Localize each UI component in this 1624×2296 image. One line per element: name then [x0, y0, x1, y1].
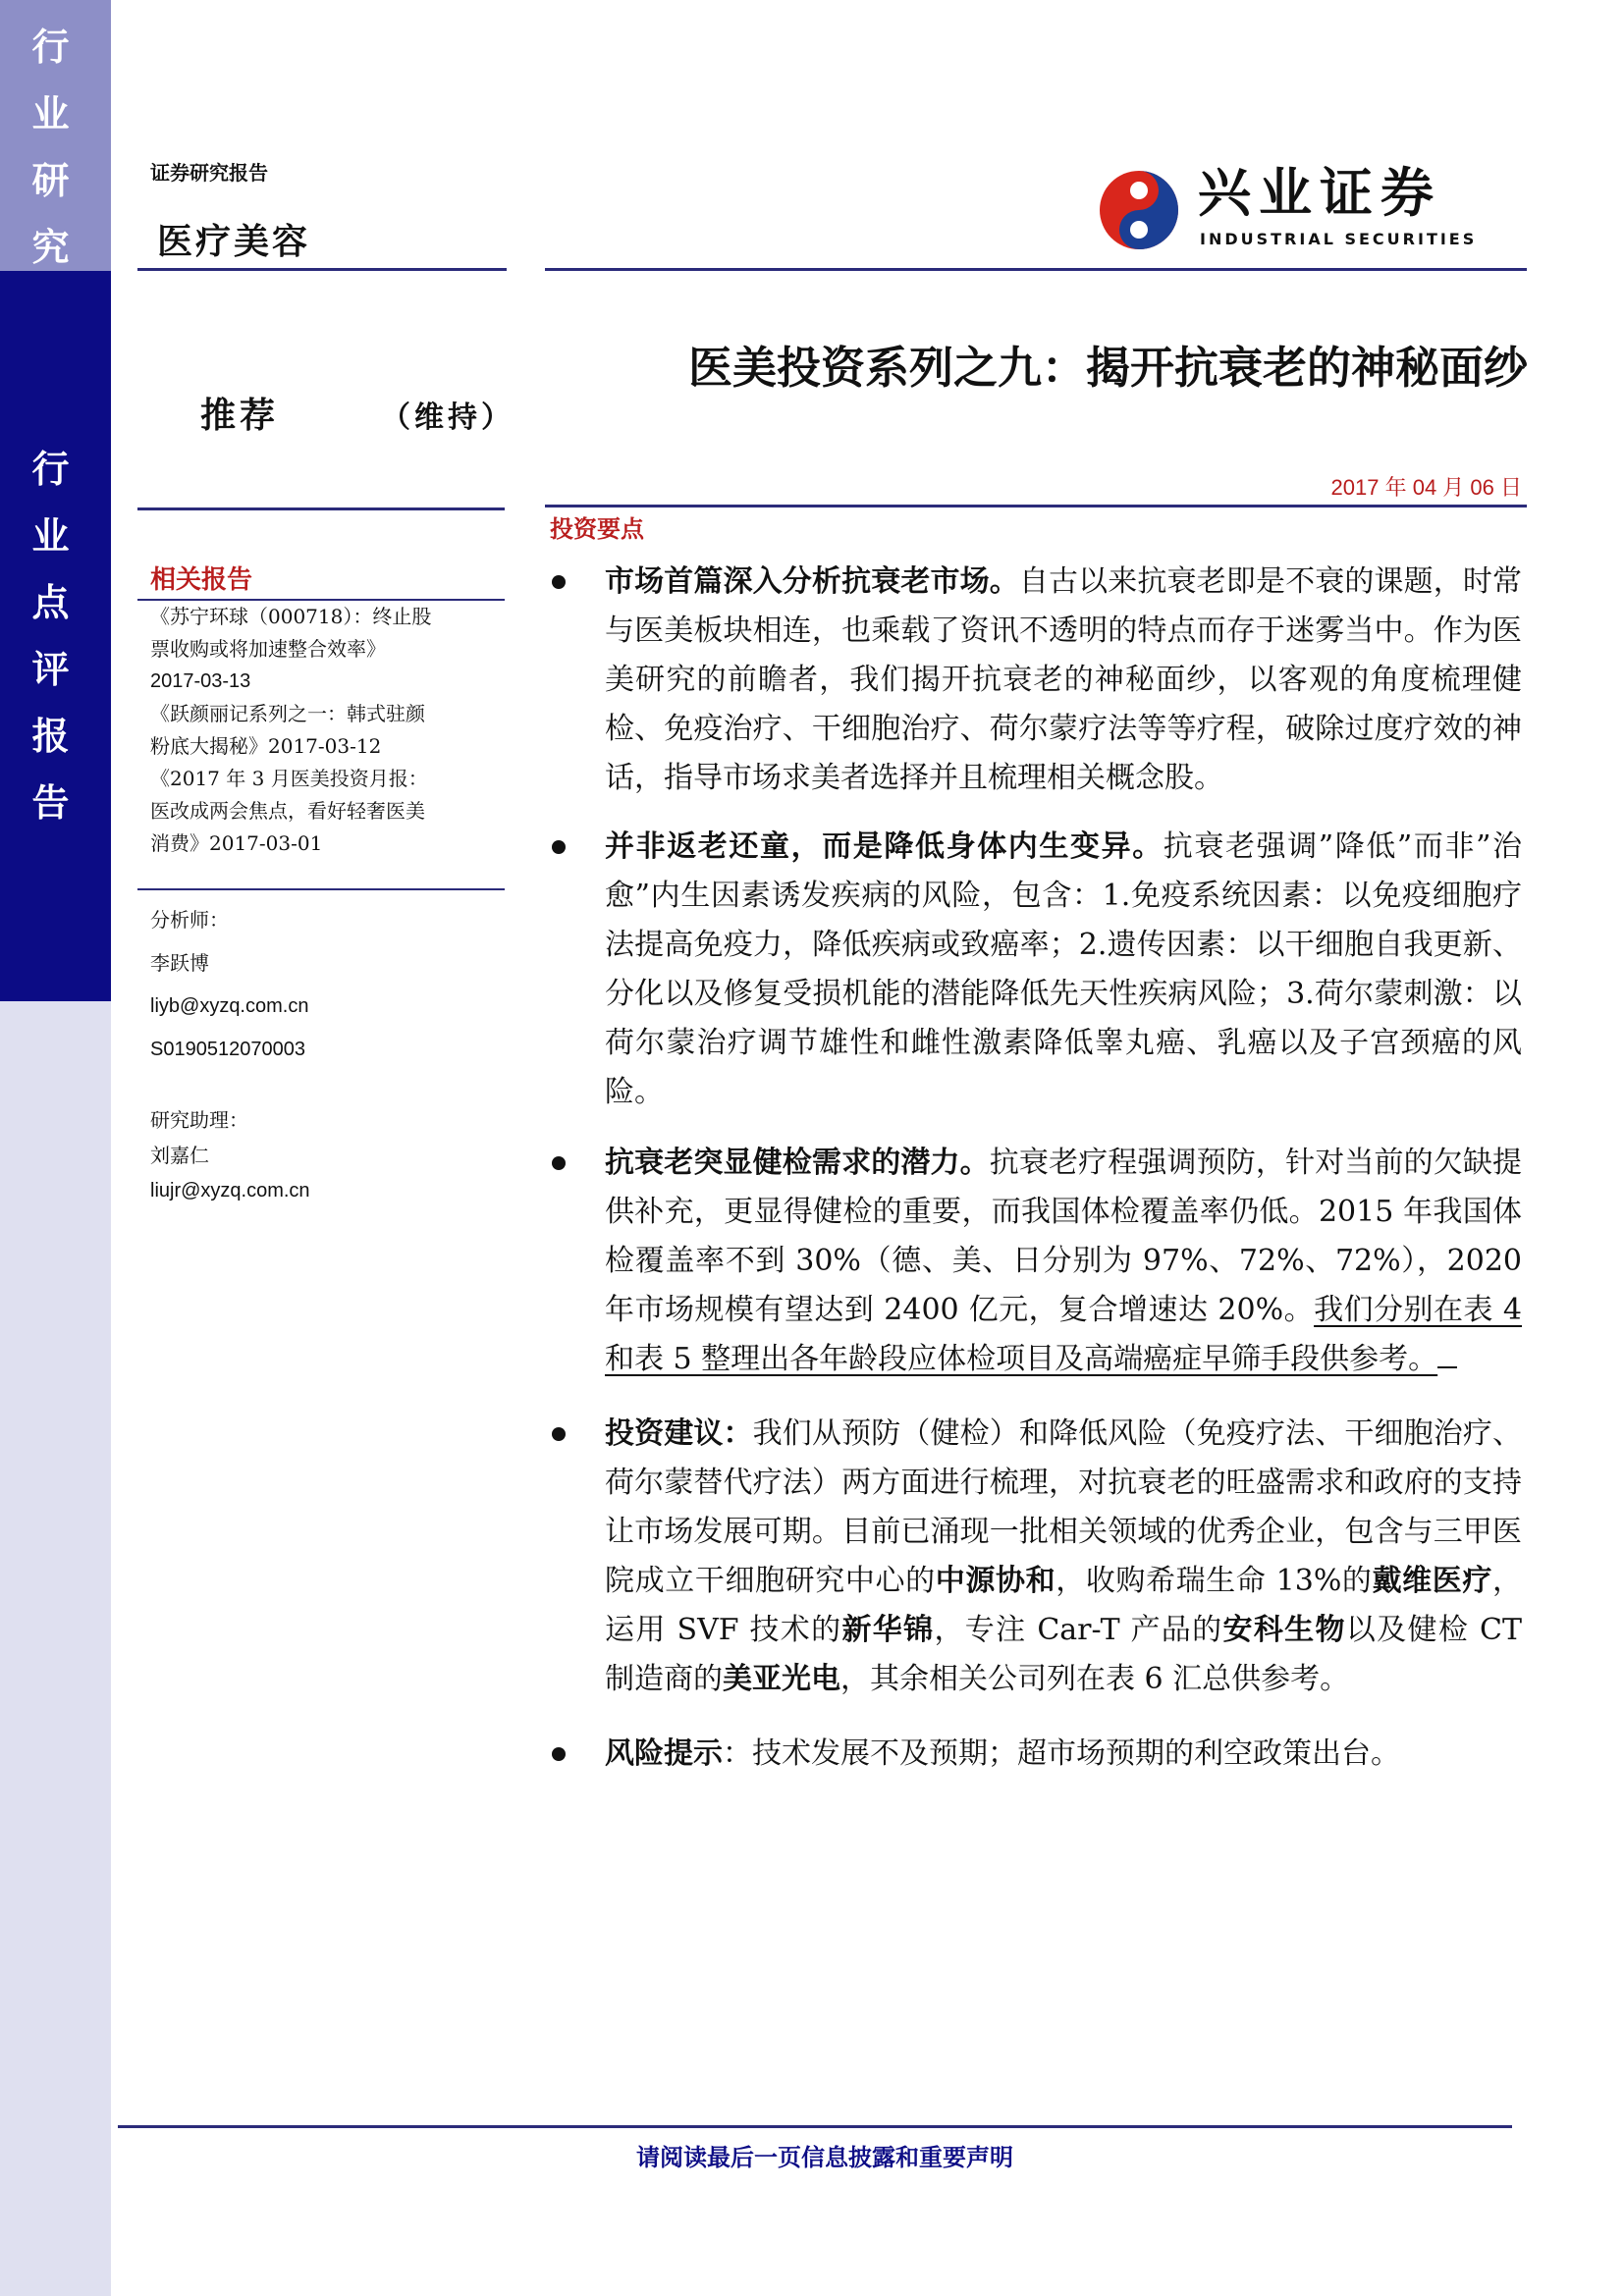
key-point-item — [546, 1730, 1522, 1779]
company-name: 新华锦 — [841, 1613, 935, 1647]
rating-note: （维持） — [381, 400, 514, 435]
side-char: 研 — [31, 159, 70, 202]
related-reports-list — [150, 601, 504, 860]
side-char: 行 — [31, 448, 70, 491]
logo-chinese-text: 兴业证券 — [1198, 162, 1441, 224]
key-point-reference-text: 我们分别在表 4 和表 5 整理出各年龄段应体检项目及高端癌症早筛手段供参考。 — [605, 1293, 1523, 1376]
company-name: 戴维医疗 — [1372, 1564, 1493, 1598]
assistant-name: 刘嘉仁 — [150, 1144, 209, 1167]
side-char: 评 — [31, 648, 70, 691]
report-date: 2017 年 04 月 06 日 — [1330, 475, 1522, 500]
bullet-icon — [552, 840, 566, 854]
header-divider-right — [545, 268, 1527, 271]
key-point-text: ：技术发展不及预期；超市场预期的利空政策出台。 — [723, 1736, 1400, 1771]
side-label-industry-comment — [0, 436, 101, 836]
analyst-name: 李跃博 — [150, 951, 209, 975]
report-title: 医美投资系列之九：揭开抗衰老的神秘面纱 — [687, 342, 1528, 394]
divider-right-2 — [545, 505, 1527, 507]
underline-end — [1437, 1353, 1457, 1368]
rating-label: 推荐 — [200, 395, 280, 436]
analyst-label: 分析师： — [150, 908, 229, 932]
header-divider-left — [137, 268, 507, 271]
key-point-text: ，收购希瑞生命 13%的 — [1056, 1564, 1373, 1598]
company-name: 中源协和 — [935, 1564, 1056, 1598]
key-point-item — [546, 823, 1522, 1117]
bullet-icon — [552, 575, 566, 589]
key-point-text: 抗衰老强调”降低”而非”治愈”内生因素诱发疾病的风险，包含：1.免疫系统因素：以免疫细胞疗法提高免疫力，降低疾病或致癌率；2.遗传因素：以干细胞自我更新、分化以及修复受损机能的潜能降低先天性疾病风险；3.荷尔蒙刺激：以荷尔蒙治疗调节雄性和雌性激素降低睾丸癌、乳癌以及子宫颈癌的风险。 — [605, 829, 1523, 1109]
related-report-line[interactable]: 票收购或将加速整合效率》 — [150, 637, 386, 661]
analyst-email[interactable]: liyb@xyzq.com.cn — [150, 995, 309, 1017]
assistant-label: 研究助理： — [150, 1108, 248, 1132]
related-report-line[interactable]: 《苏宁环球（000718）：终止股 — [150, 605, 432, 628]
key-point-heading: 抗衰老突显健检需求的潜力。 — [605, 1146, 990, 1180]
side-char: 业 — [31, 92, 70, 135]
side-char: 业 — [31, 514, 70, 558]
report-type: 证券研究报告 — [150, 161, 268, 185]
footer-divider — [118, 2125, 1512, 2128]
key-point-heading: 投资建议： — [605, 1416, 753, 1451]
industry-name: 医疗美容 — [157, 221, 311, 262]
analyst-license: S0190512070003 — [150, 1039, 305, 1060]
side-char: 究 — [31, 226, 70, 269]
logo-english-text: INDUSTRIAL SECURITIES — [1200, 230, 1478, 248]
related-report-line[interactable]: 消费》2017-03-01 — [150, 831, 323, 855]
analyst-info — [150, 898, 504, 1208]
key-point-text: ，其余相关公司列在表 6 汇总供参考。 — [840, 1662, 1350, 1696]
key-point-text: 我们从预防（健检）和降低风险（免疫疗法、干细胞治疗、荷尔蒙替代疗法）两方面进行梳理，对抗衰老的旺盛需求和政府的支持让市场发展可期。目前已涌现一批相关领域的优秀企业，包含与三甲医院成立干细胞研究中心的 — [605, 1416, 1523, 1598]
side-char: 点 — [31, 581, 70, 624]
key-point-heading: 市场首篇深入分析抗衰老市场。 — [605, 564, 1019, 599]
footer-disclaimer[interactable]: 请阅读最后一页信息披露和重要声明 — [636, 2143, 1013, 2171]
analyst-divider — [137, 888, 505, 890]
section-title-key-points: 投资要点 — [550, 514, 644, 543]
company-name: 美亚光电 — [723, 1662, 840, 1696]
side-char: 告 — [31, 781, 70, 825]
side-label-industry-research — [0, 14, 101, 281]
assistant-email[interactable]: liujr@xyzq.com.cn — [150, 1180, 310, 1201]
related-report-line[interactable]: 粉底大揭秘》2017-03-12 — [150, 734, 382, 758]
key-point-text: ，运用 SVF 技术的 — [605, 1564, 1523, 1647]
related-report-line[interactable]: 《2017 年 3 月医美投资月报： — [150, 767, 428, 790]
key-point-text: 自古以来抗衰老即是不衰的课题，时常与医美板块相连，也乘载了资讯不透明的特点而存于迷雾当中。作为医美研究的前瞻者，我们揭开抗衰老的神秘面纱，以客观的角度梳理健检、免疫治疗、干细胞治疗、荷尔蒙疗法等等疗程，破除过度疗效的神话，指导市场求美者选择并且梳理相关概念股。 — [605, 564, 1523, 795]
bullet-icon — [552, 1427, 566, 1441]
key-point-heading: 并非返老还童，而是降低身体内生变异。 — [605, 829, 1164, 864]
key-point-text: 以及健检 CT 制造商的 — [605, 1613, 1523, 1696]
key-point-item — [546, 558, 1522, 803]
key-point-heading: 风险提示 — [605, 1736, 723, 1771]
divider-left-2 — [137, 507, 505, 510]
company-name: 安科生物 — [1222, 1613, 1346, 1647]
related-reports-title: 相关报告 — [150, 565, 253, 595]
bullet-icon — [552, 1747, 566, 1761]
side-char: 报 — [31, 715, 70, 758]
side-char: 行 — [31, 26, 70, 69]
company-logo — [1094, 162, 1526, 255]
key-point-text: ，专注 Car-T 产品的 — [934, 1613, 1223, 1647]
bullet-icon — [552, 1156, 566, 1170]
related-report-line[interactable]: 医改成两会焦点，看好轻奢医美 — [150, 799, 425, 823]
key-points-list — [546, 548, 1522, 1779]
key-point-item — [546, 1139, 1522, 1384]
analyst-spacer — [150, 1071, 504, 1102]
logo-mark-icon — [1094, 165, 1184, 255]
related-report-line[interactable]: 《跃颜丽记系列之一：韩式驻颜 — [150, 702, 425, 725]
related-report-date: 2017-03-13 — [150, 670, 251, 692]
key-point-item — [546, 1410, 1522, 1704]
key-point-text: 抗衰老疗程强调预防，针对当前的欠缺提供补充，更显得健检的重要，而我国体检覆盖率仍低。2015 年我国体检覆盖率不到 30%（德、美、日分别为 97%、72%、72%），2020 年市场规模有望达到 2400 亿元，复合增速达 20%。 — [605, 1146, 1523, 1327]
